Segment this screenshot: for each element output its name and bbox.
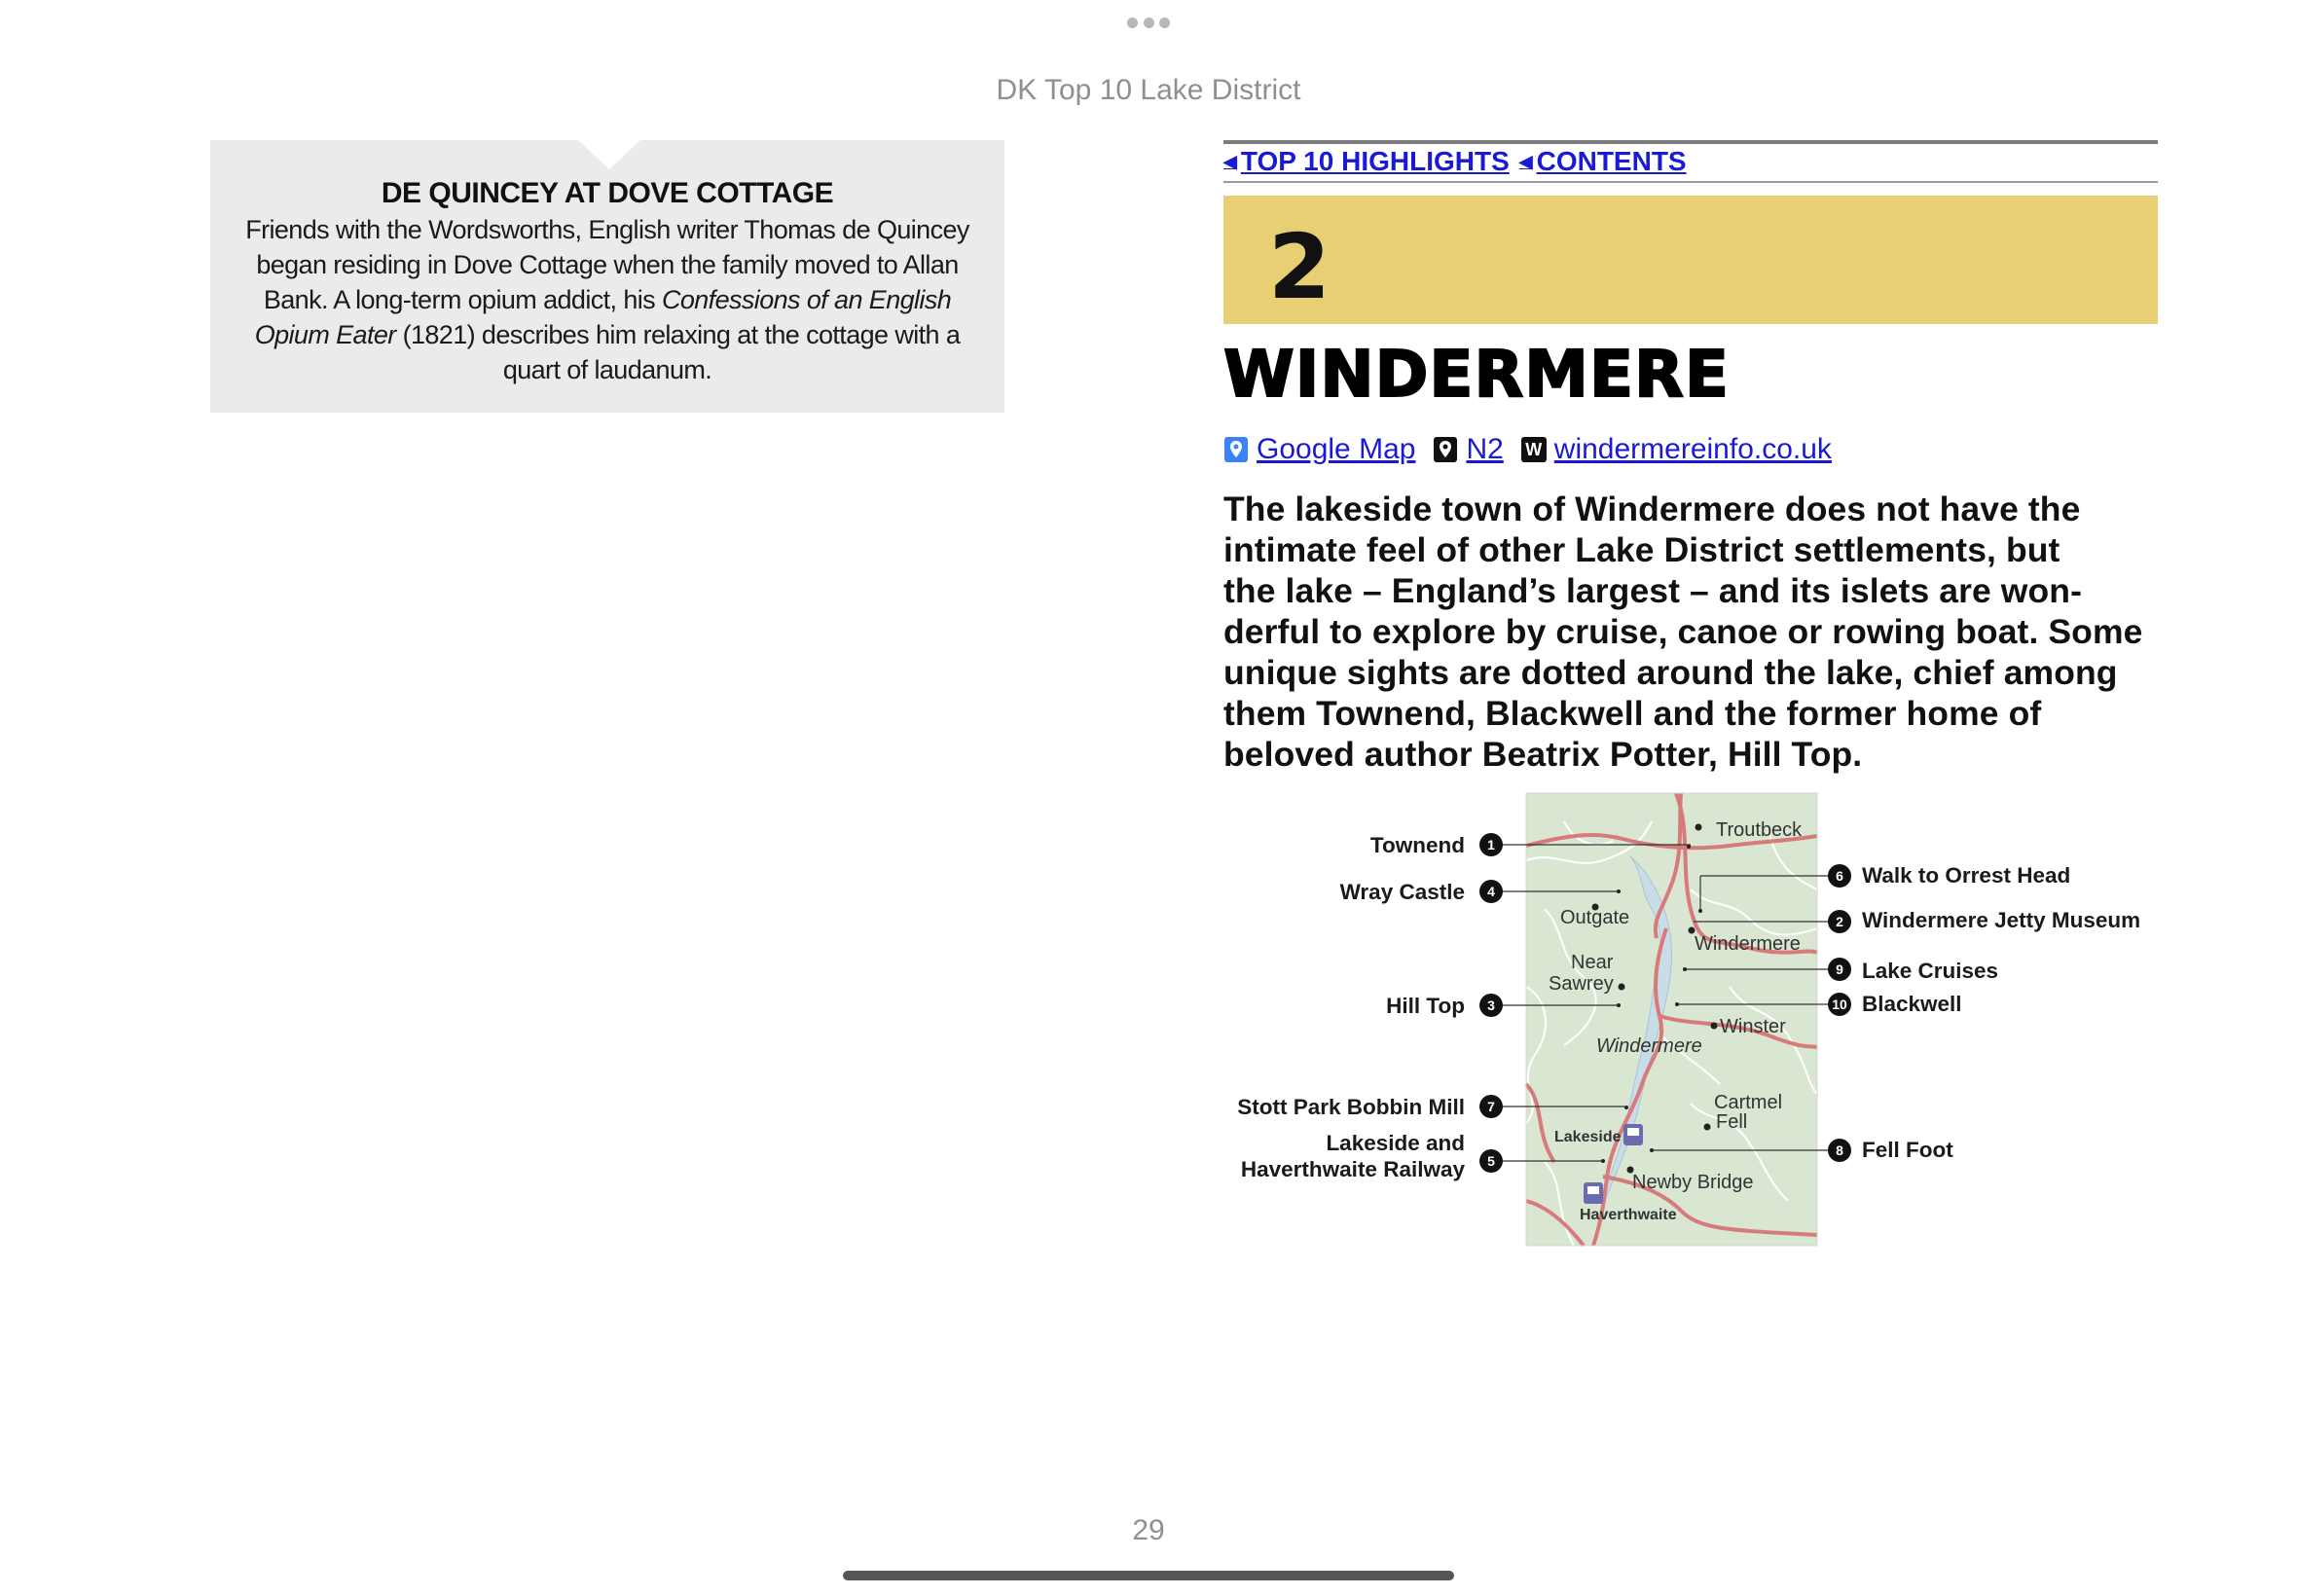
map-number-badge: 5 [1479, 1149, 1503, 1173]
page-heading: WINDERMERE [1223, 337, 1730, 412]
grid-reference-link[interactable]: N2 [1466, 433, 1504, 465]
map-place-near: Near [1571, 952, 1614, 973]
google-map-link[interactable]: Google Map [1257, 433, 1416, 465]
callout-book-title: Opium Eater [254, 320, 396, 349]
breadcrumb-nav [1223, 144, 1687, 179]
top10-highlights-link[interactable] [1223, 146, 1510, 177]
map-label-lake-cruises: Lake Cruises [1862, 959, 1999, 983]
map-number-badge: 9 [1828, 958, 1851, 981]
map-place-fell: Fell [1716, 1111, 1748, 1133]
map-label-jetty-museum: Windermere Jetty Museum [1862, 908, 2141, 932]
map-place-newby-bridge: Newby Bridge [1632, 1172, 1754, 1193]
intro-line: unique sights are dotted around the lake, chief among [1223, 653, 2118, 692]
intro-line: them Townend, Blackwell and the former home of [1223, 694, 2042, 733]
callout-line: quart of laudanum. [502, 355, 712, 384]
map-number-badge: 6 [1828, 864, 1851, 888]
callout-line: began residing in Dove Cottage when the family moved to Allan [256, 250, 959, 279]
callout-book-title: Confessions of an English [661, 285, 952, 314]
website-link[interactable]: windermereinfo.co.uk [1553, 433, 1832, 465]
website-icon: W [1521, 437, 1547, 462]
map-label-hill-top: Hill Top [1386, 994, 1465, 1018]
map-label-blackwell: Blackwell [1862, 992, 1962, 1016]
intro-line: intimate feel of other Lake District settlements, but [1223, 530, 2060, 569]
map-place-cartmel: Cartmel [1714, 1092, 1783, 1113]
map-number-badge: 10 [1828, 993, 1851, 1016]
callout-line [239, 282, 975, 317]
top10-highlights-label: TOP 10 HIGHLIGHTS [1240, 146, 1510, 176]
map-label-fell-foot: Fell Foot [1862, 1138, 1953, 1162]
map-number-badge: 4 [1479, 880, 1503, 903]
contents-link[interactable] [1519, 146, 1687, 177]
map-number-badge: 2 [1828, 910, 1851, 933]
map-number-badge: 1 [1479, 833, 1503, 856]
map-place-outgate: Outgate [1560, 907, 1630, 928]
callout-line: Friends with the Wordsworths, English writer Thomas de Quincey [245, 215, 969, 244]
home-indicator[interactable] [843, 1571, 1454, 1580]
map-place-lake: Windermere [1596, 1035, 1702, 1057]
info-links [1223, 432, 1832, 467]
intro-paragraph [1223, 489, 2163, 775]
number-band [1223, 196, 2158, 324]
map-label-lakeside-railway [1241, 1130, 1465, 1182]
back-triangle-icon: ◀ [1223, 151, 1237, 171]
map-place-troutbeck: Troutbeck [1716, 819, 1803, 841]
back-triangle-icon: ◀ [1518, 151, 1533, 171]
map-pin-icon [1223, 436, 1249, 463]
page-number: 29 [1132, 1514, 1165, 1546]
map-place-haverthwaite: Haverthwaite [1580, 1207, 1677, 1223]
map-place-lakeside: Lakeside [1554, 1129, 1622, 1145]
callout-line [239, 317, 975, 352]
callout-text: Bank. A long-term opium addict, his [263, 285, 662, 314]
callout-body [239, 212, 975, 387]
map-label-stott-park: Stott Park Bobbin Mill [1237, 1095, 1465, 1119]
intro-line: derful to explore by cruise, canoe or rowing boat. Some [1223, 612, 2143, 651]
map-label-orrest-head: Walk to Orrest Head [1862, 863, 2071, 888]
map-number-badge: 8 [1828, 1139, 1851, 1162]
callout-title: DE QUINCEY AT DOVE COTTAGE [381, 177, 834, 209]
location-pin-icon [1433, 436, 1458, 463]
map-place-windermere-town: Windermere [1695, 933, 1801, 955]
map-label-line: Haverthwaite Railway [1240, 1157, 1465, 1181]
intro-line: beloved author Beatrix Potter, Hill Top. [1223, 735, 1863, 774]
callout-box [210, 140, 1004, 413]
map-number-badge: 7 [1479, 1095, 1503, 1118]
book-title: DK Top 10 Lake District [996, 74, 1301, 106]
callout-notch [578, 140, 640, 169]
callout-text: (1821) describes him relaxing at the cottage with a [395, 320, 961, 349]
map-label-line: Lakeside and [1326, 1131, 1465, 1155]
contents-label: CONTENTS [1536, 146, 1687, 176]
intro-line: the lake – England’s largest – and its islets are won- [1223, 571, 2083, 610]
map-number-badge: 3 [1479, 994, 1503, 1017]
highlight-number: 2 [1268, 215, 1331, 319]
intro-line: The lakeside town of Windermere does not have the [1223, 490, 2081, 528]
map-label-townend: Townend [1369, 833, 1465, 857]
nav-divider [1223, 181, 2158, 183]
more-options-dots[interactable] [1127, 18, 1170, 29]
map-place-winster: Winster [1720, 1016, 1786, 1037]
map-label-wray-castle: Wray Castle [1339, 880, 1465, 904]
map-place-sawrey: Sawrey [1549, 973, 1614, 995]
windermere-map[interactable] [1223, 792, 2158, 1248]
